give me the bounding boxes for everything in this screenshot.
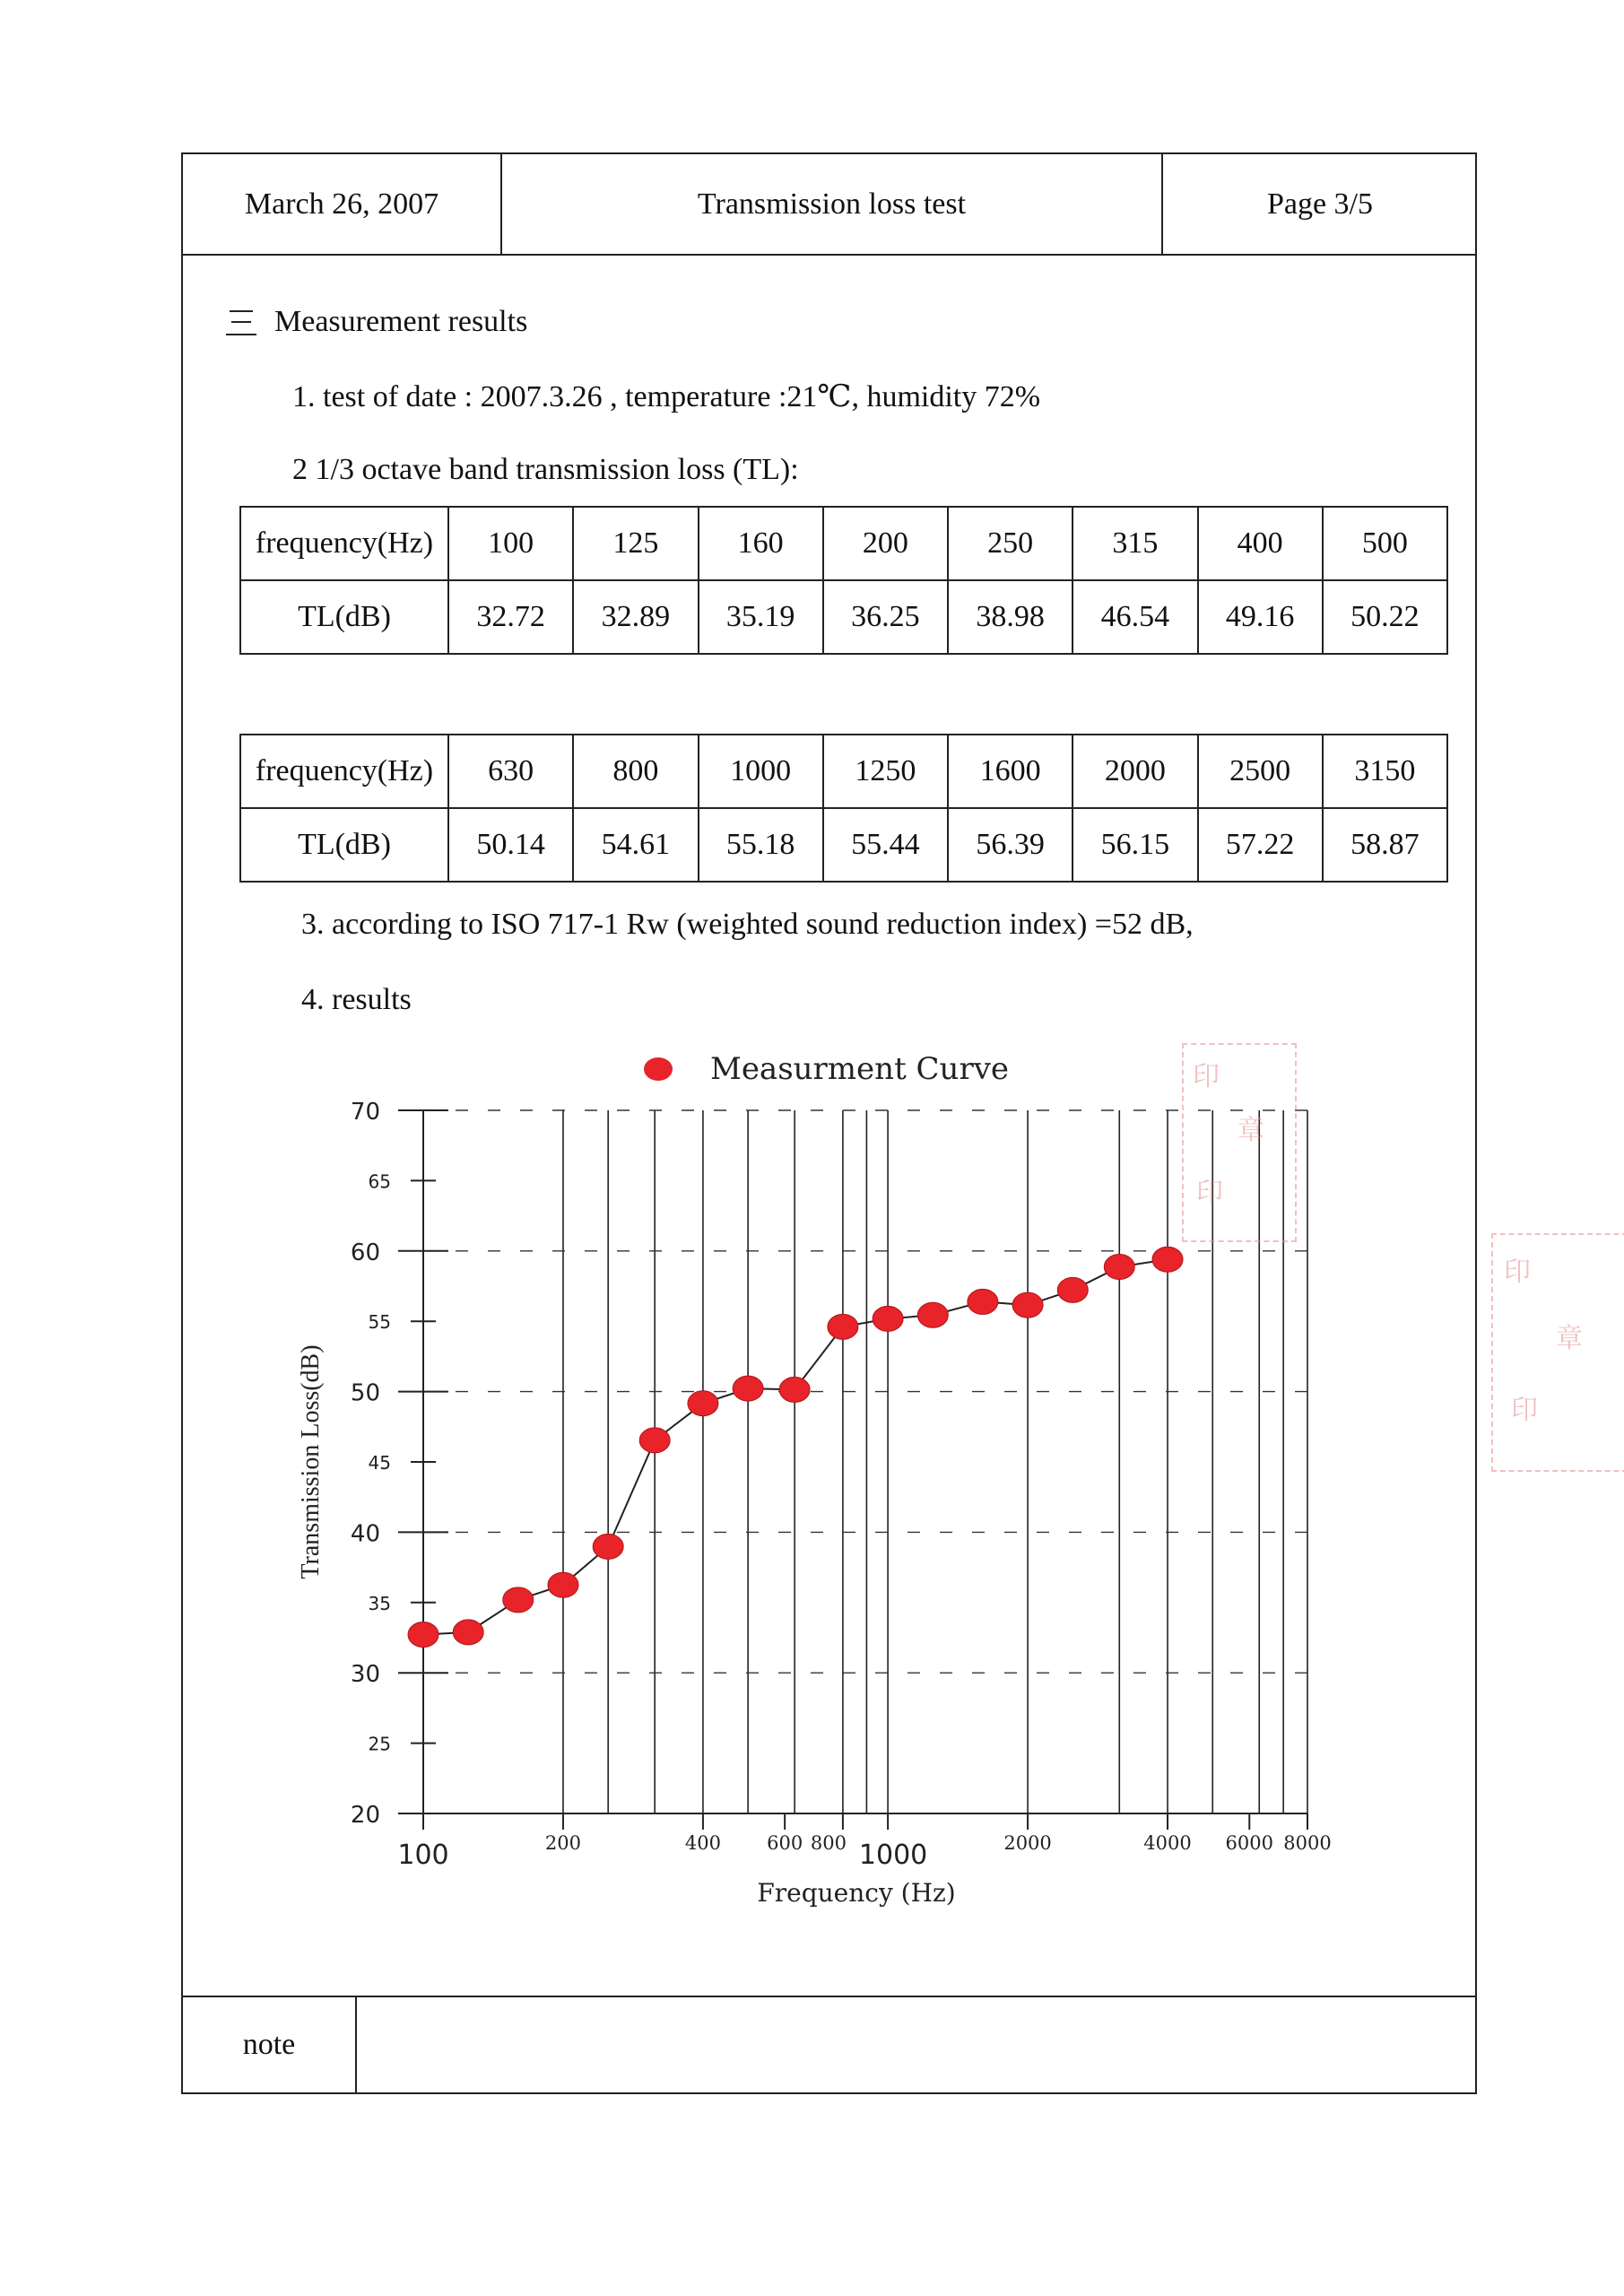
table-row: [240, 808, 1447, 882]
data-point: [453, 1620, 483, 1645]
data-point: [917, 1302, 948, 1327]
table-cell: 57.22: [1198, 808, 1323, 882]
table-cell: 125: [573, 507, 698, 580]
x-tick-label: 800: [810, 1832, 847, 1854]
y-tick-label: 30: [350, 1661, 380, 1689]
table-cell: 32.72: [448, 580, 573, 654]
table-cell: 46.54: [1073, 580, 1197, 654]
header-title: Transmission loss test: [502, 154, 1163, 254]
data-point: [503, 1587, 534, 1613]
data-point: [1104, 1255, 1134, 1280]
table-cell: 200: [823, 507, 948, 580]
table-cell: 315: [1073, 507, 1197, 580]
y-tick-label: 40: [350, 1520, 380, 1548]
x-tick-label: 2000: [1003, 1832, 1052, 1854]
table-cell: 32.89: [573, 580, 698, 654]
data-point: [1012, 1292, 1043, 1318]
x-tick-label: 600: [767, 1832, 803, 1854]
y-axis-label: Transmission Loss(dB): [297, 1344, 325, 1579]
table-header-cell: TL(dB): [240, 808, 448, 882]
table-header-cell: frequency(Hz): [240, 507, 448, 580]
table-row: [240, 735, 1447, 808]
table-cell: 55.44: [823, 808, 948, 882]
y-tick-label: 65: [368, 1170, 391, 1193]
table-cell: 3150: [1323, 735, 1447, 808]
table-cell: 2000: [1073, 735, 1197, 808]
item-results: 4. results: [301, 983, 412, 1016]
item-test-conditions: 1. test of date : 2007.3.26 , temperature :21℃, humidity 72%: [292, 380, 1041, 413]
data-point: [968, 1289, 998, 1314]
data-point: [593, 1534, 623, 1559]
table-cell: 800: [573, 735, 698, 808]
table-row: [240, 507, 1447, 580]
x-axis-label: Frequency (Hz): [757, 1878, 956, 1908]
legend-marker: [644, 1057, 673, 1081]
y-tick-label: 60: [350, 1239, 380, 1266]
note-divider: [183, 1996, 1475, 1997]
table-cell: 49.16: [1198, 580, 1323, 654]
table-cell: 54.61: [573, 808, 698, 882]
tl-table-1: [239, 506, 1448, 655]
section-heading: Measurement results: [274, 305, 528, 338]
table-cell: 250: [948, 507, 1073, 580]
table-cell: 400: [1198, 507, 1323, 580]
x-tick-label: 6000: [1225, 1832, 1273, 1854]
table-cell: 160: [699, 507, 823, 580]
header-date: March 26, 2007: [183, 154, 502, 254]
table-header-cell: TL(dB): [240, 580, 448, 654]
y-tick-label: 45: [368, 1452, 391, 1474]
seal-stamp-2: 印 章 印: [1491, 1233, 1624, 1472]
data-point: [779, 1377, 810, 1402]
y-tick-label: 70: [350, 1099, 380, 1126]
legend-label: Measurment Curve: [710, 1051, 1010, 1087]
y-tick-label: 20: [350, 1802, 380, 1829]
table-cell: 2500: [1198, 735, 1323, 808]
data-point: [873, 1306, 903, 1331]
table-cell: 56.39: [948, 808, 1073, 882]
x-tick-label: 400: [684, 1832, 721, 1854]
series-line: [423, 1259, 1168, 1634]
data-point: [733, 1376, 763, 1401]
y-tick-label: 55: [368, 1311, 391, 1334]
table-cell: 500: [1323, 507, 1447, 580]
table-cell: 50.14: [448, 808, 573, 882]
y-tick-label: 25: [368, 1733, 391, 1755]
seal-stamp-1: 印 章 印: [1182, 1043, 1297, 1242]
item-table-caption: 2 1/3 octave band transmission loss (TL):: [292, 453, 799, 486]
data-point: [828, 1314, 858, 1339]
data-point: [1152, 1247, 1183, 1272]
data-point: [639, 1428, 670, 1453]
tl-table-2: [239, 734, 1448, 883]
x-tick-label: 8000: [1283, 1832, 1332, 1854]
table-header-cell: frequency(Hz): [240, 735, 448, 808]
table-cell: 35.19: [699, 580, 823, 654]
y-tick-label: 35: [368, 1592, 391, 1614]
table-cell: 100: [448, 507, 573, 580]
item-rw-result: 3. according to ISO 717-1 Rw (weighted sound reduction index) =52 dB,: [301, 908, 1194, 941]
table-cell: 1600: [948, 735, 1073, 808]
data-point: [548, 1572, 578, 1597]
table-cell: 58.87: [1323, 808, 1447, 882]
table-cell: 50.22: [1323, 580, 1447, 654]
x-tick-label: 4000: [1143, 1832, 1192, 1854]
x-tick-label: 200: [544, 1832, 582, 1854]
table-row: [240, 580, 1447, 654]
note-column-divider: [355, 1996, 357, 2092]
data-point: [1057, 1277, 1088, 1302]
table-cell: 36.25: [823, 580, 948, 654]
header-divider: [183, 254, 1475, 256]
table-cell: 630: [448, 735, 573, 808]
table-cell: 38.98: [948, 580, 1073, 654]
section-number-icon: [226, 307, 256, 337]
table-cell: 56.15: [1073, 808, 1197, 882]
x-tick-label: 1000: [858, 1839, 928, 1871]
data-point: [688, 1391, 718, 1416]
data-point: [408, 1622, 439, 1648]
header-page: Page 3/5: [1266, 187, 1374, 221]
x-tick-label: 100: [397, 1839, 449, 1871]
table-cell: 1000: [699, 735, 823, 808]
table-cell: 55.18: [699, 808, 823, 882]
y-tick-label: 50: [350, 1379, 380, 1407]
note-label: note: [242, 2028, 296, 2061]
table-cell: 1250: [823, 735, 948, 808]
